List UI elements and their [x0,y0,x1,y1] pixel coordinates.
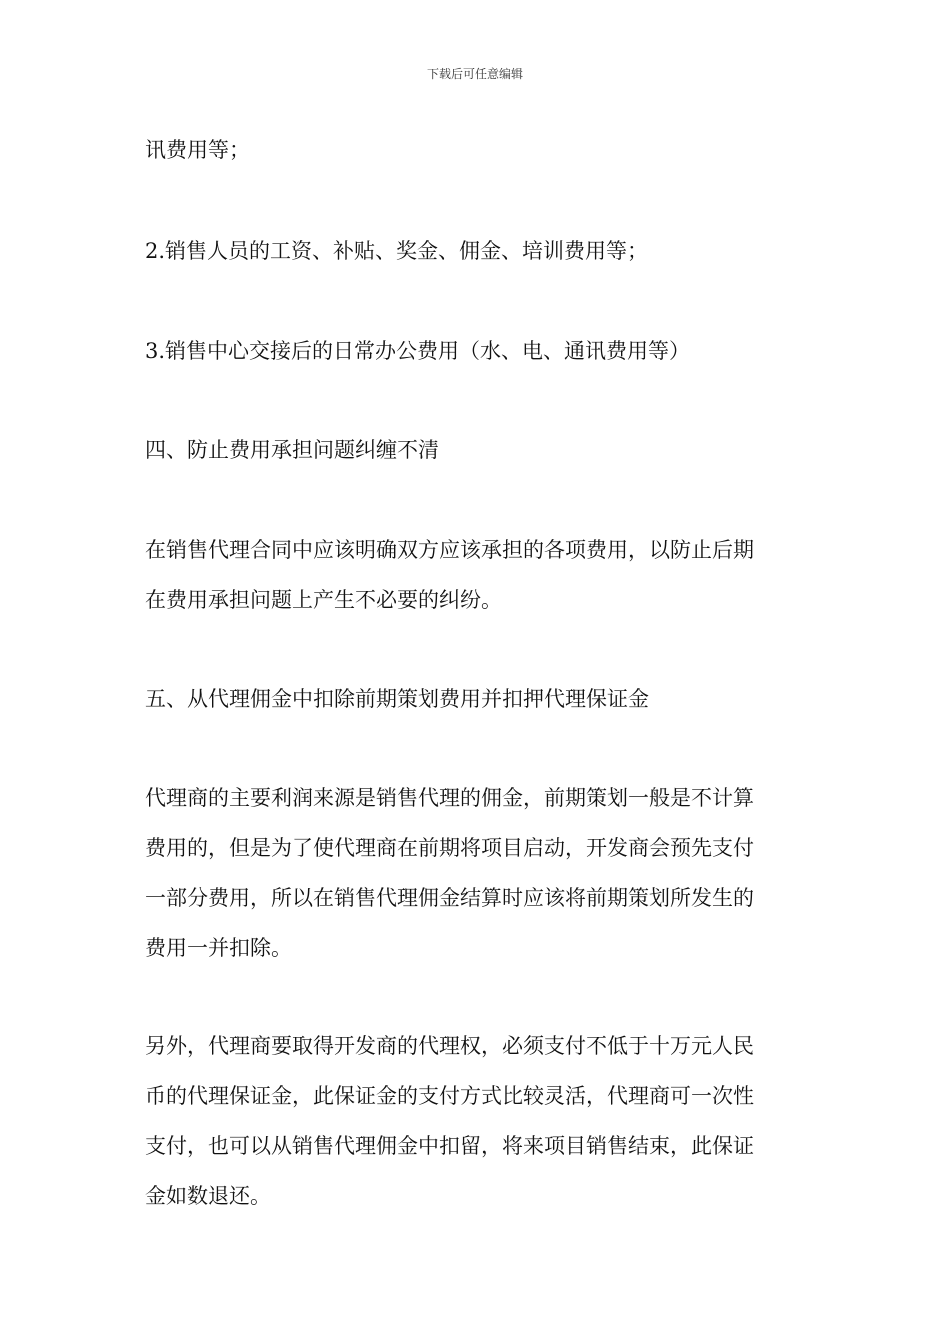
section-heading-4 [145,425,810,475]
text-line: 讯费用等； [145,138,250,162]
text-line: 一部分费用，所以在销售代理佣金结算时应该将前期策划所发生的 [145,886,754,910]
text-line: 在销售代理合同中应该明确双方应该承担的各项费用，以防止后期 [145,538,754,562]
text-line: 费用的，但是为了使代理商在前期将项目启动，开发商会预先支付 [145,836,754,860]
text-line: 费用一并扣除。 [145,936,292,960]
text-line: 2.销售人员的工资、补贴、奖金、佣金、培训费用等； [145,239,649,263]
paragraph-item-3 [145,326,810,376]
text-line: 四、防止费用承担问题纠缠不清 [145,438,439,462]
text-line: 币的代理保证金，此保证金的支付方式比较灵活，代理商可一次性 [145,1084,754,1108]
text-line: 代理商的主要利润来源是销售代理的佣金，前期策划一般是不计算 [145,786,754,810]
text-line: 在费用承担问题上产生不必要的纠纷。 [145,588,502,612]
text-line: 另外，代理商要取得开发商的代理权，必须支付不低于十万元人民 [145,1034,754,1058]
text-line: 金如数退还。 [145,1184,271,1208]
text-line: 3.销售中心交接后的日常办公费用（水、电、通讯费用等） [145,339,691,363]
paragraph-deposit [145,1021,810,1221]
paragraph-section-5-body [145,773,810,973]
text-line: 五、从代理佣金中扣除前期策划费用并扣押代理保证金 [145,687,649,711]
paragraph-section-4-body [145,525,810,625]
text-line: 支付，也可以从销售代理佣金中扣留，将来项目销售结束，此保证 [145,1134,754,1158]
paragraph-fee-continuation [145,125,810,175]
paragraph-item-2 [145,226,810,276]
section-heading-5 [145,674,810,724]
page-header: 下载后可任意编辑 [426,67,523,81]
